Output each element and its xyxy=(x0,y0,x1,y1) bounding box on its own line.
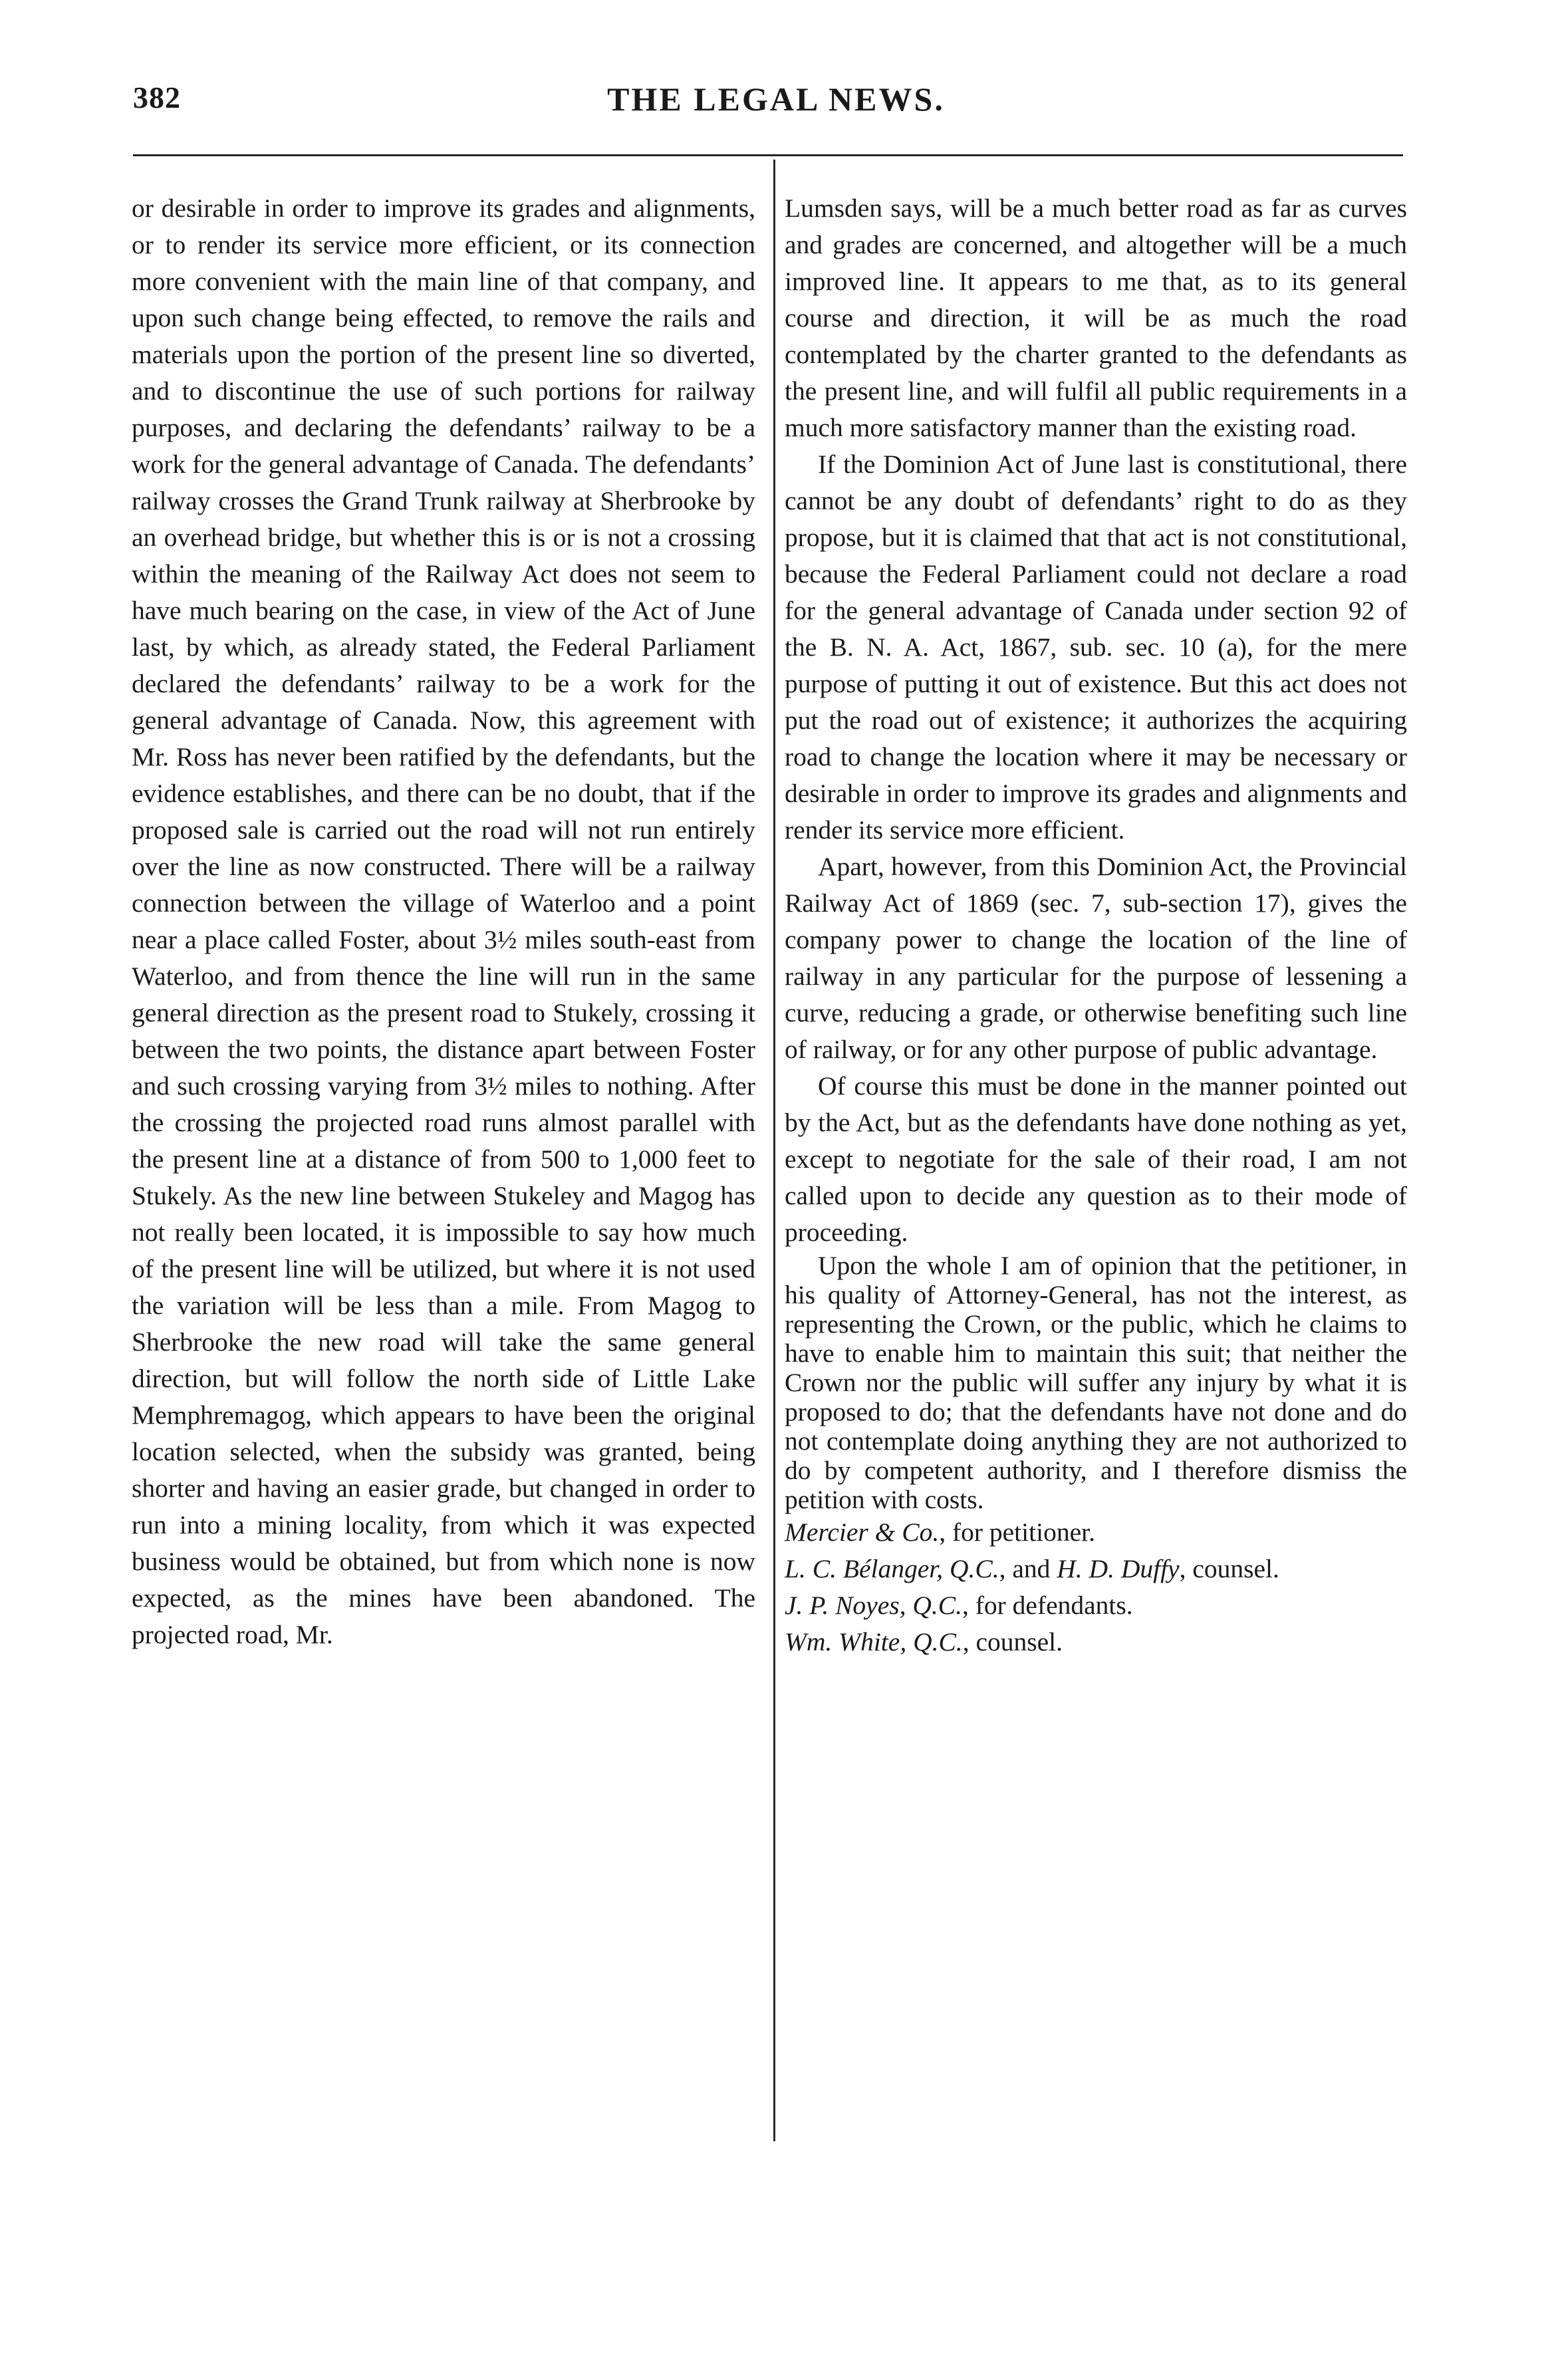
left-paragraph-1: or desirable in order to improve its grades and alignments, or to render its service more efficient, or its connection more convenient with the main line of that company, and upon such change being effected, to remove the rails and materials upon the portion of the present line so diverted, and to discontinue the use of such portions for railway purposes, and declaring the defendants’ railway to be a work for the general advantage of Canada. The defendants’ railway crosses the Grand Trunk railway at Sherbrooke by an overhead bridge, but whether this is or is not a crossing within the meaning of the Railway Act does not seem to have much bearing on the case, in view of the Act of June last, by which, as already stated, the Federal Parliament declared the defendants’ railway to be a work for the general advantage of Canada. Now, this agreement with Mr. Ross has never been ratified by the defendants, but the evidence establishes, and there can be no doubt, that if the proposed sale is carried out the road will not run entirely over the line as now constructed. There will be a railway connection between the village of Waterloo and a point near a place called Foster, about 3½ miles south-east from Waterloo, and from thence the line will run in the same general direction as the present road to Stukely, crossing it between the two points, the distance apart between Foster and such crossing varying from 3½ miles to nothing. After the crossing the projected road runs almost parallel with the present line at a distance of from 500 to 1,000 feet to Stukely. As the new line between Stukeley and Magog has not really been located, it is impossible to say how much of the present line will be utilized, but where it is not used the variation will be less than a mile. From Magog to Sherbrooke the new road will take the same general direction, but will follow the north side of Little Lake Memphremagog, which appears to have been the original location selected, when the subsidy was granted, being shorter and having an easier grade, but changed in order to run into a mining locality, from which it was expected business would be obtained, but from which none is now expected, as the mines have been abandoned. The projected road, Mr. xyxy=(132,194,755,1649)
left-column xyxy=(132,190,755,1653)
right-paragraph-2: If the Dominion Act of June last is constitutional, there cannot be any doubt of defendants’ right to do as they propose, but it is claimed that that act is not constitutional, because the Federal Parliament could not declare a road for the general advantage of Canada under section 92 of the B. N. A. Act, 1867, sub. sec. 10 (a), for the mere purpose of putting it out of existence. But this act does not put the road out of existence; it authorizes the acquiring road to change the location where it may be necessary or desirable in order to improve its grades and alignments and render its service more efficient. xyxy=(785,450,1407,845)
counsel-name: Mercier & Co. xyxy=(785,1518,940,1547)
counsel-role: , for petitioner. xyxy=(939,1518,1095,1547)
counsel-petitioner-counsel xyxy=(785,1551,1407,1587)
page-header xyxy=(0,80,1552,140)
counsel-joiner: , and xyxy=(999,1554,1057,1583)
counsel-role: , counsel. xyxy=(962,1627,1063,1656)
counsel-role: , for defendants. xyxy=(962,1591,1133,1620)
right-paragraph-5: Upon the whole I am of opinion that the petitioner, in his quality of Attorney-General, has not the interest, as representing the Crown, or the public, which he claims to have to enable him to maintain this suit; that neither the Crown nor the public will suffer any injury by what it is proposed to do; that the defendants have not done and do not contemplate doing anything they are not authorized to do by competent authority, and I therefore dismiss the petition with costs. xyxy=(785,1251,1407,1514)
page-number: 382 xyxy=(133,80,181,114)
counsel-name: L. C. Bélanger, Q.C. xyxy=(785,1554,999,1583)
counsel-petitioner xyxy=(785,1514,1407,1551)
counsel-name: Wm. White, Q.C. xyxy=(785,1627,963,1656)
column-divider xyxy=(773,160,775,2141)
counsel-role: , counsel. xyxy=(1179,1554,1279,1583)
counsel-defendants xyxy=(785,1587,1407,1624)
counsel-name-2: H. D. Duffy xyxy=(1057,1554,1180,1583)
header-rule xyxy=(133,154,1403,156)
right-column xyxy=(785,190,1407,1660)
counsel-name: J. P. Noyes, Q.C. xyxy=(785,1591,962,1620)
right-paragraph-4: Of course this must be done in the manner pointed out by the Act, but as the defendants have done nothing as yet, except to negotiate for the sale of their road, I am not called upon to decide any question as to their mode of proceeding. xyxy=(785,1071,1407,1247)
counsel-defendants-counsel xyxy=(785,1624,1407,1660)
running-title: THE LEGAL NEWS. xyxy=(607,80,945,118)
right-paragraph-1: Lumsden says, will be a much better road as far as curves and grades are concerned, and altogether will be a much improved line. It appears to me that, as to its general course and direction, it will be as much the road contemplated by the charter granted to the defendants as the present line, and will fulfil all public requirements in a much more satisfactory manner than the existing road. xyxy=(785,194,1407,442)
right-paragraph-3: Apart, however, from this Dominion Act, the Provincial Railway Act of 1869 (sec. 7, sub-section 17), gives the company power to change the location of the line of railway in any particular for the purpose of lessening a curve, reducing a grade, or otherwise benefiting such line of railway, or for any other purpose of public advantage. xyxy=(785,852,1407,1064)
